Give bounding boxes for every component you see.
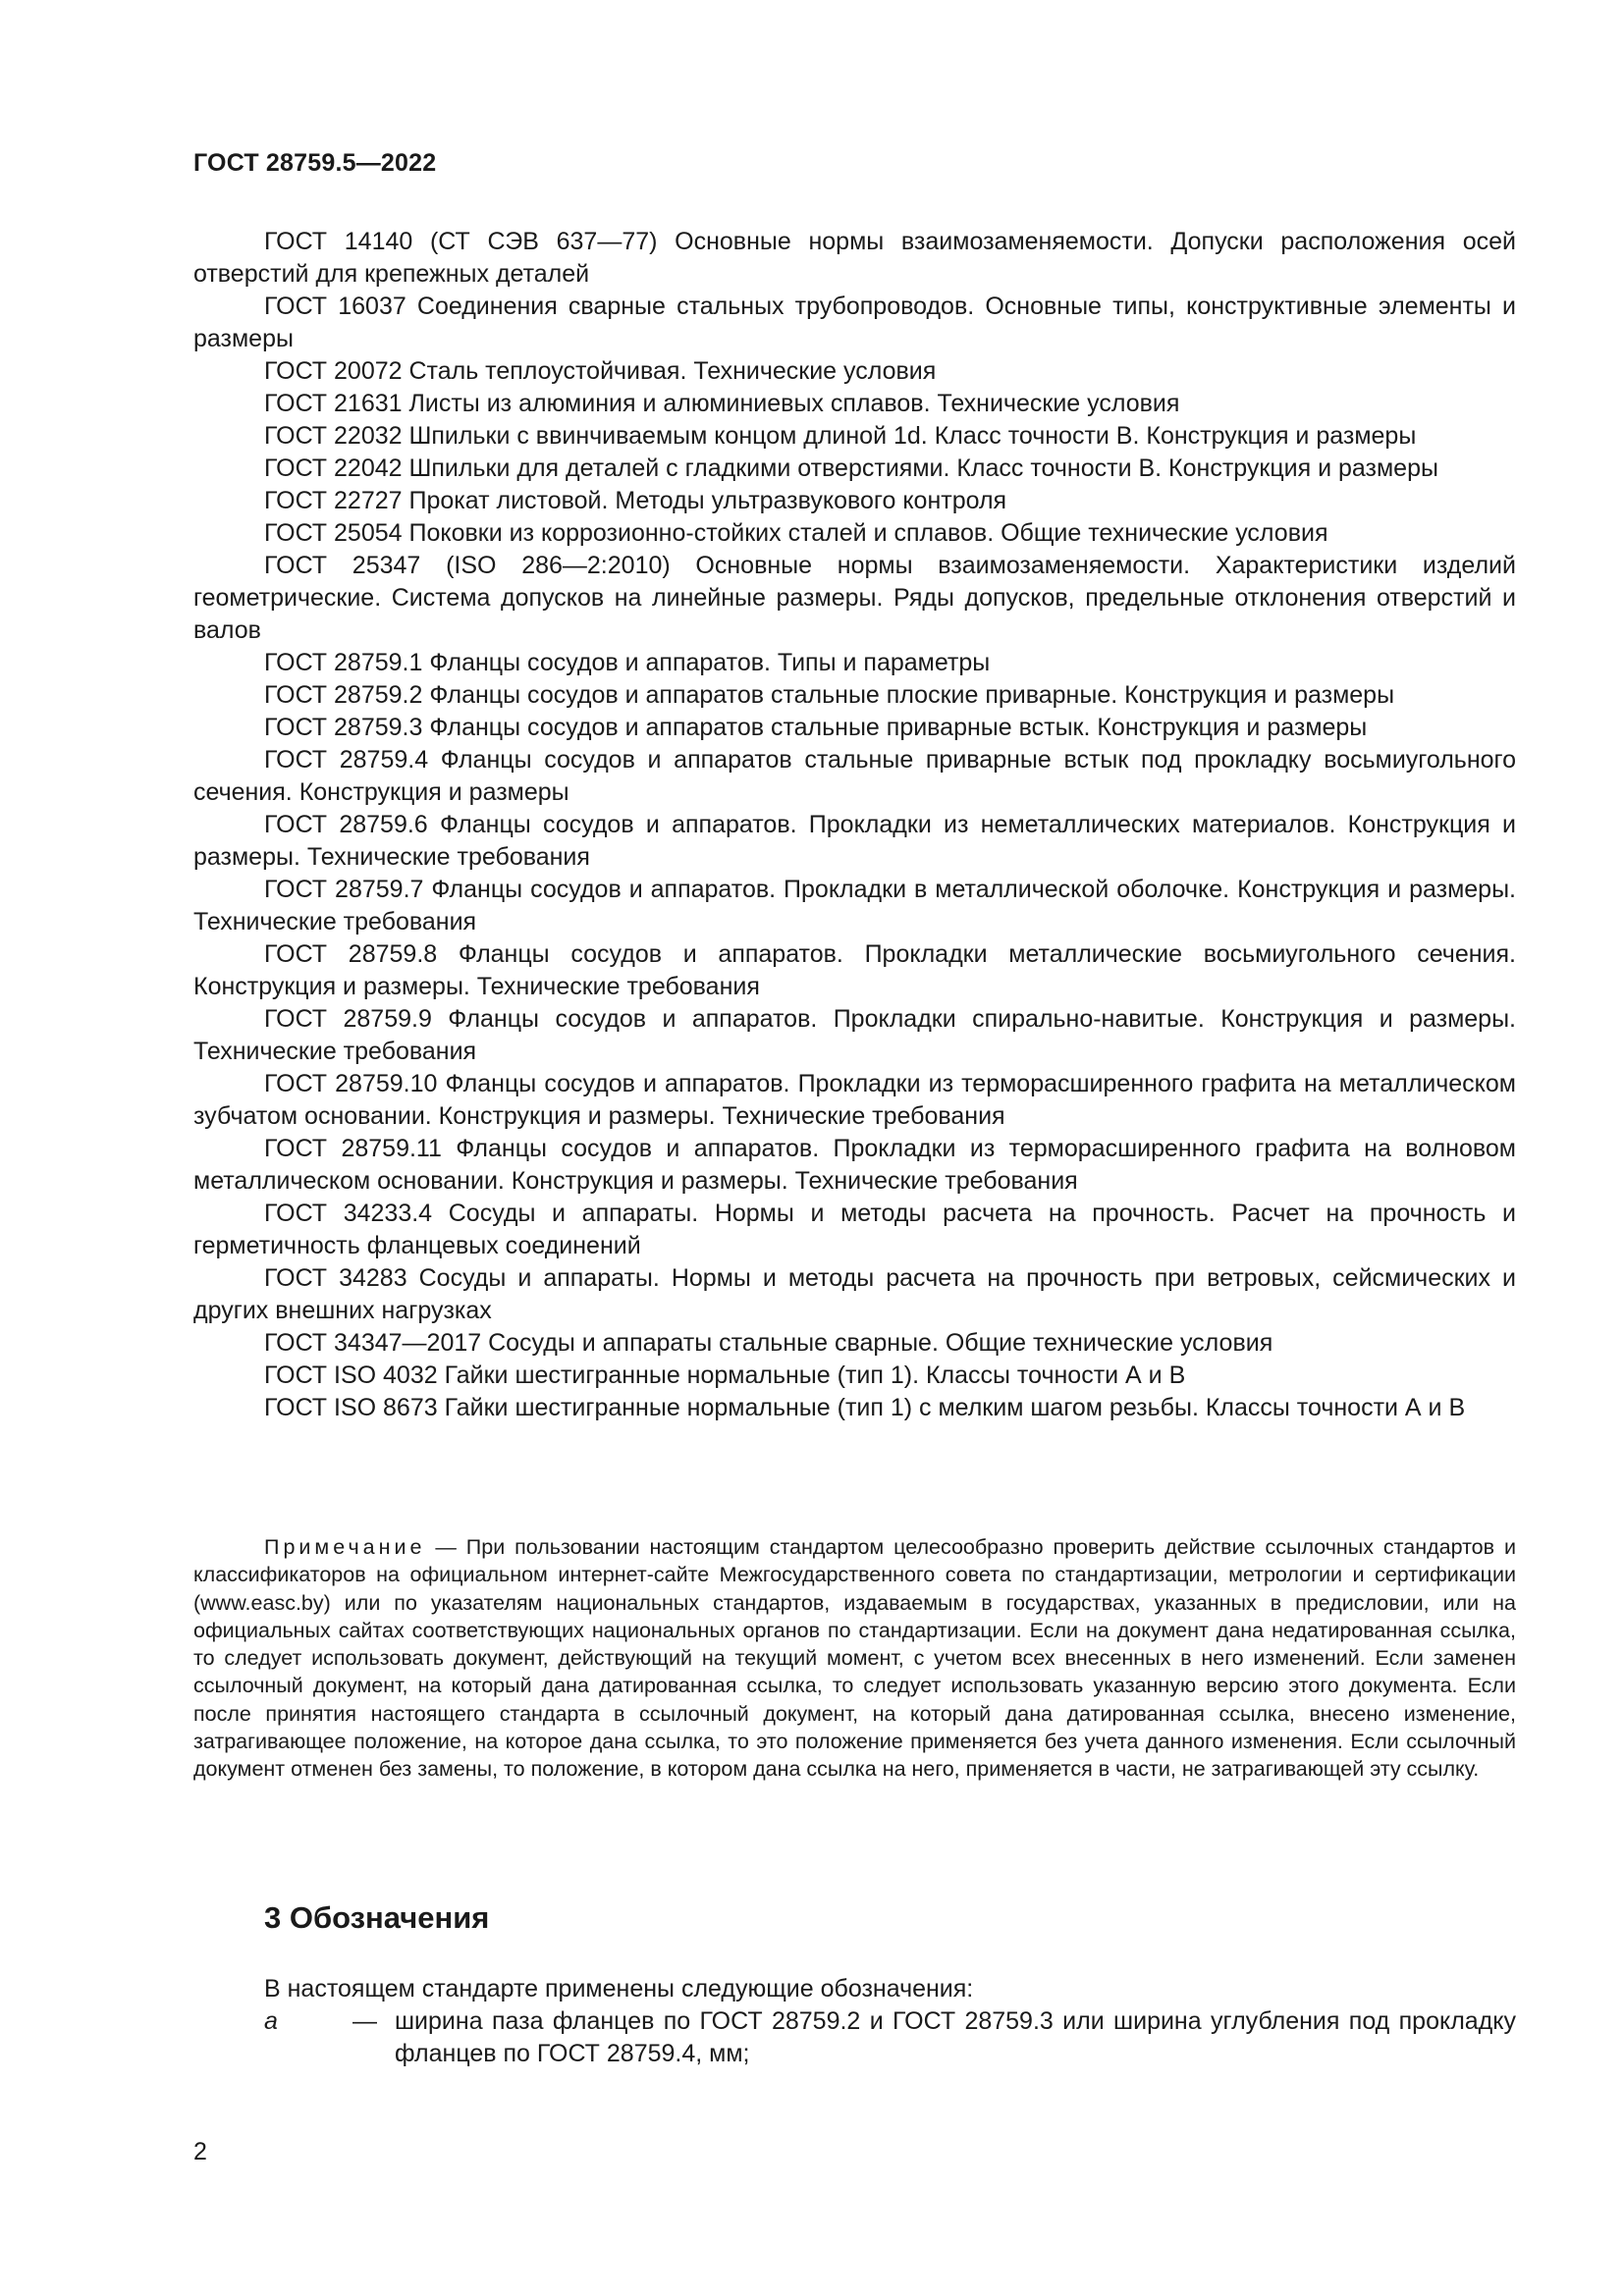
reference-item: ГОСТ 21631 Листы из алюминия и алюминиевых сплавов. Технические условия	[264, 390, 1180, 417]
reference-item: ГОСТ 34283 Сосуды и аппараты. Нормы и методы расчета на прочность при ветровых, сейсмических и других внешних нагрузках	[193, 1264, 1516, 1324]
reference-item: ГОСТ 28759.4 Фланцы сосудов и аппаратов стальные приварные встык под прокладку восьмиугольного сечения. Конструкция и размеры	[193, 746, 1516, 806]
symbol-term: a	[264, 2007, 278, 2035]
reference-item: ГОСТ 22727 Прокат листовой. Методы ультразвукового контроля	[264, 487, 1007, 514]
reference-item: ГОСТ 28759.10 Фланцы сосудов и аппаратов. Прокладки из терморасширенного графита на металлическом зубчатом основании. Конструкция и размеры. Технические требования	[193, 1070, 1516, 1130]
symbol-dash: —	[352, 2007, 377, 2035]
reference-item: ГОСТ 28759.1 Фланцы сосудов и аппаратов. Типы и параметры	[264, 649, 991, 676]
section-intro: В настоящем стандарте применены следующие обозначения:	[264, 1975, 974, 2002]
reference-item: ГОСТ 28759.7 Фланцы сосудов и аппаратов. Прокладки в металлической оболочке. Конструкция и размеры. Технические требования	[193, 876, 1516, 935]
reference-item: ГОСТ 25347 (ISO 286—2:2010) Основные нормы взаимозаменяемости. Характеристики изделий геометрические. Система допусков на линейные размеры. Ряды допусков, предельные отклонения отверстий и валов	[193, 552, 1516, 644]
reference-item: ГОСТ 28759.6 Фланцы сосудов и аппаратов. Прокладки из неметаллических материалов. Конструкция и размеры. Технические требования	[193, 811, 1516, 871]
normative-references-list	[193, 226, 1516, 1424]
reference-item: ГОСТ 28759.11 Фланцы сосудов и аппаратов. Прокладки из терморасширенного графита на волновом металлическом основании. Конструкция и размеры. Технические требования	[193, 1135, 1516, 1195]
reference-item: ГОСТ 22032 Шпильки с ввинчиваемым концом длиной 1d. Класс точности В. Конструкция и размеры	[264, 422, 1417, 450]
reference-item: ГОСТ 34347—2017 Сосуды и аппараты стальные сварные. Общие технические условия	[264, 1329, 1273, 1357]
reference-item: ГОСТ 14140 (СТ СЭВ 637—77) Основные нормы взаимозаменяемости. Допуски расположения осей отверстий для крепежных деталей	[193, 228, 1516, 288]
standard-id-header: ГОСТ 28759.5—2022	[193, 149, 437, 177]
note-paragraph	[193, 1533, 1516, 1784]
reference-item: ГОСТ 22042 Шпильки для деталей с гладкими отверстиями. Класс точности В. Конструкция и размеры	[264, 454, 1438, 482]
reference-item: ГОСТ ISO 4032 Гайки шестигранные нормальные (тип 1). Классы точности А и В	[264, 1362, 1186, 1389]
reference-item: ГОСТ 25054 Поковки из коррозионно-стойких сталей и сплавов. Общие технические условия	[264, 519, 1328, 547]
symbol-description: ширина паза фланцев по ГОСТ 28759.2 и ГОСТ 28759.3 или ширина углубления под прокладку фланцев по ГОСТ 28759.4, мм;	[395, 2007, 1516, 2067]
reference-item: ГОСТ 28759.2 Фланцы сосудов и аппаратов стальные плоские приварные. Конструкция и размеры	[264, 681, 1395, 709]
reference-item: ГОСТ 20072 Сталь теплоустойчивая. Технические условия	[264, 357, 937, 385]
page-number: 2	[193, 2138, 207, 2165]
reference-item: ГОСТ 16037 Соединения сварные стальных трубопроводов. Основные типы, конструктивные элементы и размеры	[193, 293, 1516, 352]
section-title: 3 Обозначения	[264, 1900, 490, 1935]
reference-item: ГОСТ 34233.4 Сосуды и аппараты. Нормы и методы расчета на прочность. Расчет на прочность и герметичность фланцевых соединений	[193, 1200, 1516, 1259]
reference-item: ГОСТ 28759.9 Фланцы сосудов и аппаратов. Прокладки спирально-навитые. Конструкция и размеры. Технические требования	[193, 1005, 1516, 1065]
reference-item: ГОСТ 28759.8 Фланцы сосудов и аппаратов. Прокладки металлические восьмиугольного сечения. Конструкция и размеры. Технические требования	[193, 940, 1516, 1000]
note-text: — При пользовании настоящим стандартом целесообразно проверить действие ссылочных стандартов и классификаторов на официальном интернет-сайте Межгосударственного совета по стандартизации, метрологии и сертификации (www.easc.by) или по указателям национальных стандартов, издаваемым в государствах, указанных в предисловии, или на официальных сайтах соответствующих национальных органов по стандартизации. Если на документ дана недатированная ссылка, то следует использовать документ, действующий на текущий момент, с учетом всех внесенных в него изменений. Если заменен ссылочный документ, на который дана датированная ссылка, то следует использовать указанную версию этого документа. Если после принятия настоящего стандарта в ссылочный документ, на который дана датированная ссылка, внесено изменение, затрагивающее положение, на которое дана ссылка, то это положение применяется без учета данного изменения. Если ссылочный документ отменен без замены, то положение, в котором дана ссылка на него, применяется в части, не затрагивающей эту ссылку.	[193, 1535, 1516, 1782]
note-label: Примечание	[264, 1535, 426, 1559]
reference-item: ГОСТ 28759.3 Фланцы сосудов и аппаратов стальные приварные встык. Конструкция и размеры	[264, 714, 1368, 741]
reference-item: ГОСТ ISO 8673 Гайки шестигранные нормальные (тип 1) с мелким шагом резьбы. Классы точности А и В	[264, 1394, 1466, 1421]
symbol-definition	[264, 2005, 1516, 2070]
